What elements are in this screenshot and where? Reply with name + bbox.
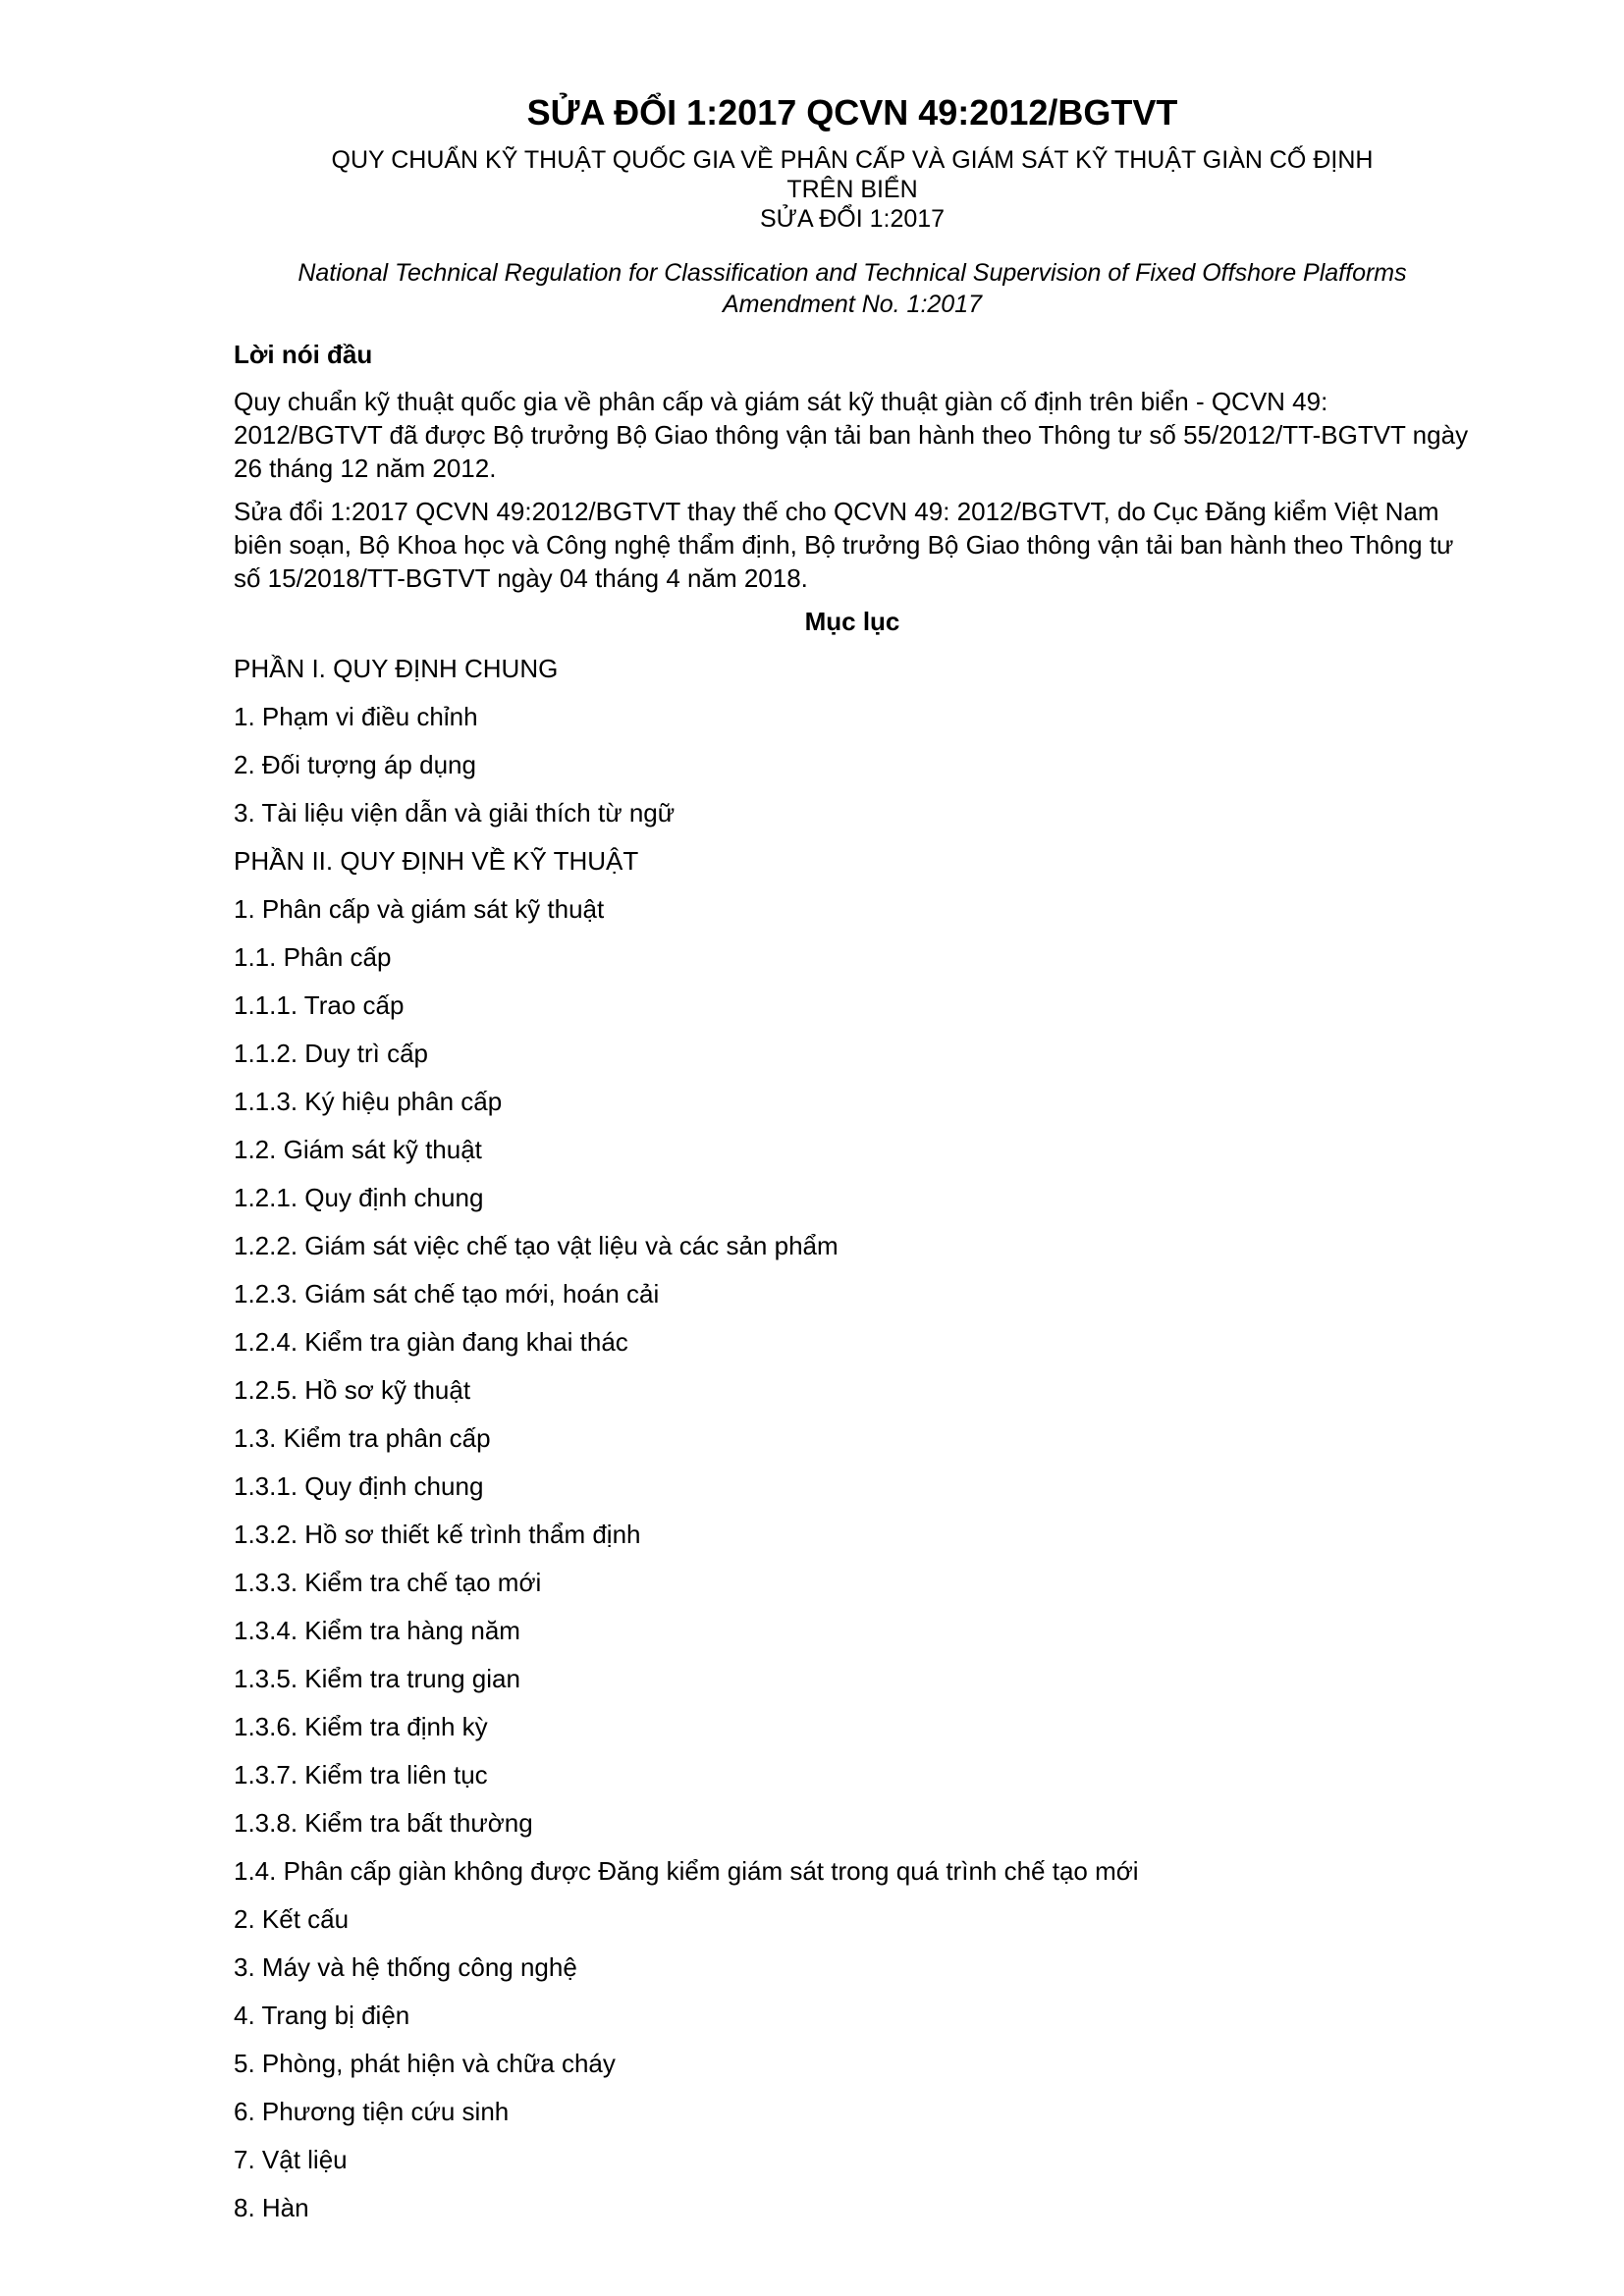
toc-heading: Mục lục: [804, 607, 900, 636]
toc-item: 7. Vật liệu: [234, 2145, 348, 2174]
document-title: SỬA ĐỔI 1:2017 QCVN 49:2012/BGTVT: [526, 92, 1178, 133]
subtitle-line: TRÊN BIỂN: [786, 176, 918, 203]
foreword-heading: Lời nói đầu: [234, 340, 373, 369]
toc-item: 1.3.8. Kiểm tra bất thường: [234, 1808, 533, 1838]
document-subtitle: [234, 145, 1471, 234]
toc-item: 1.3.1. Quy định chung: [234, 1471, 484, 1501]
toc-item: 1.3. Kiểm tra phân cấp: [234, 1423, 491, 1453]
toc-item: 1.2.3. Giám sát chế tạo mới, hoán cải: [234, 1279, 660, 1308]
foreword-paragraph: Sửa đổi 1:2017 QCVN 49:2012/BGTVT thay thế cho QCVN 49: 2012/BGTVT, do Cục Đăng kiểm Việt Nam biên soạn, Bộ Khoa học và Công nghệ thẩm định, Bộ trưởng Bộ Giao thông vận tải ban hành theo Thông tư số 15/2018/TT-BGTVT ngày 04 tháng 4 năm 2018.: [234, 497, 1454, 593]
toc-item: 1.1.2. Duy trì cấp: [234, 1039, 428, 1068]
toc-item: 1.2. Giám sát kỹ thuật: [234, 1135, 482, 1164]
toc-item: PHẦN II. QUY ĐỊNH VỀ KỸ THUẬT: [234, 846, 639, 876]
toc-item: 1.2.2. Giám sát việc chế tạo vật liệu và các sản phẩm: [234, 1231, 839, 1260]
table-of-contents: [234, 652, 1471, 2239]
subtitle-line: QUY CHUẨN KỸ THUẬT QUỐC GIA VỀ PHÂN CẤP VÀ GIÁM SÁT KỸ THUẬT GIÀN CỐ ĐỊNH: [331, 146, 1374, 174]
toc-item: 3. Máy và hệ thống công nghệ: [234, 1952, 577, 1982]
toc-item: 1.4. Phân cấp giàn không được Đăng kiểm giám sát trong quá trình chế tạo mới: [234, 1856, 1139, 1886]
english-title-line: Amendment No. 1:2017: [722, 291, 983, 318]
toc-item: 1.1. Phân cấp: [234, 942, 392, 972]
toc-item: 1.2.4. Kiểm tra giàn đang khai thác: [234, 1327, 628, 1357]
toc-item: 1.1.1. Trao cấp: [234, 990, 405, 1020]
toc-item: 1.3.6. Kiểm tra định kỳ: [234, 1712, 488, 1741]
toc-item: 4. Trang bị điện: [234, 2001, 410, 2030]
toc-item: 1.1.3. Ký hiệu phân cấp: [234, 1087, 503, 1116]
toc-item: 5. Phòng, phát hiện và chữa cháy: [234, 2049, 616, 2078]
toc-item: 1.3.4. Kiểm tra hàng năm: [234, 1616, 520, 1645]
toc-item: 1.3.7. Kiểm tra liên tục: [234, 1760, 488, 1789]
toc-item: 2. Kết cấu: [234, 1904, 350, 1934]
toc-item: 1.3.3. Kiểm tra chế tạo mới: [234, 1568, 542, 1597]
toc-item: 8. Hàn: [234, 2193, 309, 2222]
toc-item: 1.2.1. Quy định chung: [234, 1183, 484, 1212]
toc-item: PHẦN I. QUY ĐỊNH CHUNG: [234, 654, 559, 683]
toc-item: 1.3.5. Kiểm tra trung gian: [234, 1664, 520, 1693]
foreword-paragraph: Quy chuẩn kỹ thuật quốc gia về phân cấp và giám sát kỹ thuật giàn cố định trên biển - QCVN 49: 2012/BGTVT đã được Bộ trưởng Bộ Giao thông vận tải ban hành theo Thông tư số 55/2012/TT-BGTVT ngày 26 tháng 12 năm 2012.: [234, 387, 1469, 483]
english-title-line: National Technical Regulation for Classification and Technical Supervision of Fixed Offshore Plafforms: [298, 259, 1407, 287]
toc-item: 3. Tài liệu viện dẫn và giải thích từ ngữ: [234, 798, 676, 828]
toc-item: 1. Phân cấp và giám sát kỹ thuật: [234, 894, 605, 924]
subtitle-line: SỬA ĐỔI 1:2017: [759, 205, 946, 233]
english-title: [234, 257, 1471, 320]
toc-item: 2. Đối tượng áp dụng: [234, 750, 476, 779]
toc-item: 1.3.2. Hồ sơ thiết kế trình thẩm định: [234, 1520, 641, 1549]
document-page: [234, 90, 1471, 2239]
toc-item: 6. Phương tiện cứu sinh: [234, 2097, 510, 2126]
toc-item: 1. Phạm vi điều chỉnh: [234, 702, 478, 731]
toc-item: 1.2.5. Hồ sơ kỹ thuật: [234, 1375, 471, 1405]
